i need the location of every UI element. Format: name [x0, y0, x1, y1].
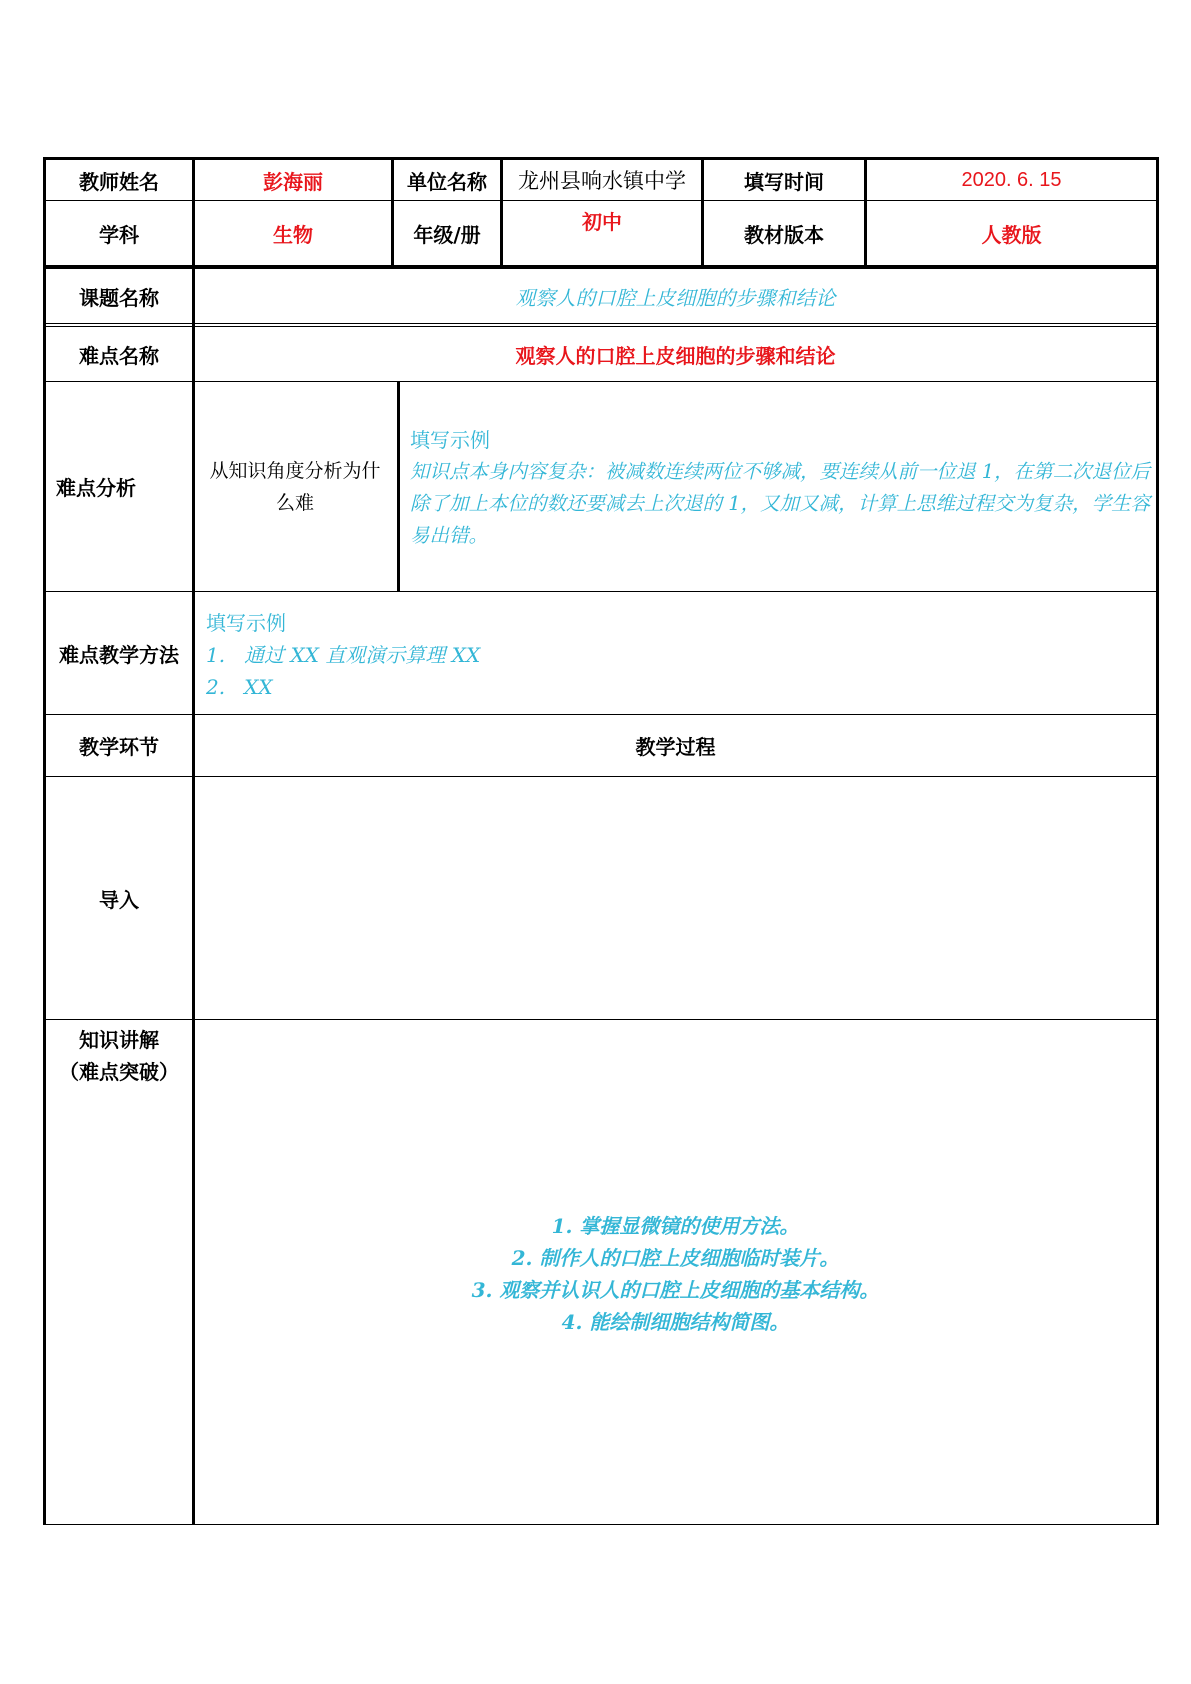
edition-value: 人教版	[981, 222, 1042, 247]
difficulty-value: 观察人的口腔上皮细胞的步骤和结论	[515, 343, 836, 368]
method-example	[206, 607, 1146, 703]
subject-value: 生物	[273, 222, 313, 247]
method-item: 2. XX	[206, 675, 273, 699]
knowledge-item: 2. 制作人的口腔上皮细胞临时装片。	[511, 1246, 840, 1270]
knowledge-content	[195, 1210, 1156, 1338]
teacher-name-value: 彭海丽	[263, 169, 323, 194]
method-label: 难点教学方法	[59, 642, 179, 667]
analysis-sub-label: 从知识角度分析为什么难	[209, 459, 381, 514]
knowledge-label-line1: 知识讲解	[79, 1028, 159, 1052]
subject-label: 学科	[99, 222, 139, 247]
fill-time-value: 2020. 6. 15	[961, 168, 1062, 191]
method-item: 1. 通过 XX 直观演示算理 XX	[206, 643, 481, 667]
topic-label: 课题名称	[79, 285, 159, 310]
knowledge-item: 4. 能绘制细胞结构简图。	[561, 1310, 790, 1334]
analysis-label: 难点分析	[56, 476, 136, 500]
stage-header-label: 教学环节	[79, 735, 159, 759]
row-divider	[43, 1019, 1158, 1020]
knowledge-label	[46, 1024, 192, 1088]
topic-value: 观察人的口腔上皮细胞的步骤和结论	[515, 285, 836, 310]
grade-label: 年级/册	[413, 222, 481, 247]
table-bottom-border	[43, 1524, 1158, 1525]
teacher-name-label: 教师姓名	[79, 169, 159, 194]
edition-label: 教材版本	[744, 222, 824, 247]
grade-value: 初中	[582, 209, 622, 234]
unit-name-value: 龙州县响水镇中学	[518, 169, 686, 193]
process-header-label: 教学过程	[635, 735, 716, 759]
intro-label: 导入	[99, 887, 139, 912]
row-divider	[43, 323, 1158, 324]
analysis-example	[410, 424, 1152, 552]
row-divider	[43, 591, 1158, 592]
difficulty-label: 难点名称	[79, 343, 159, 368]
fill-time-label: 填写时间	[744, 169, 824, 194]
knowledge-item: 3. 观察并认识人的口腔上皮细胞的基本结构。	[471, 1278, 880, 1302]
knowledge-label-line2: （难点突破）	[59, 1060, 179, 1084]
row-divider	[43, 776, 1158, 777]
method-example-heading: 填写示例	[206, 611, 286, 635]
analysis-example-text: 知识点本身内容复杂：被减数连续两位不够减，要连续从前一位退 1，在第二次退位后除了加上本位的数还要减去上次退的 1，又加又减，计算上思维过程交为复杂，学生容易出错。	[410, 460, 1151, 547]
column-divider	[397, 381, 400, 591]
table-right-border	[1156, 157, 1159, 1525]
analysis-example-heading: 填写示例	[410, 428, 490, 452]
unit-name-label: 单位名称	[407, 169, 487, 194]
knowledge-item: 1. 掌握显微镜的使用方法。	[551, 1214, 800, 1238]
